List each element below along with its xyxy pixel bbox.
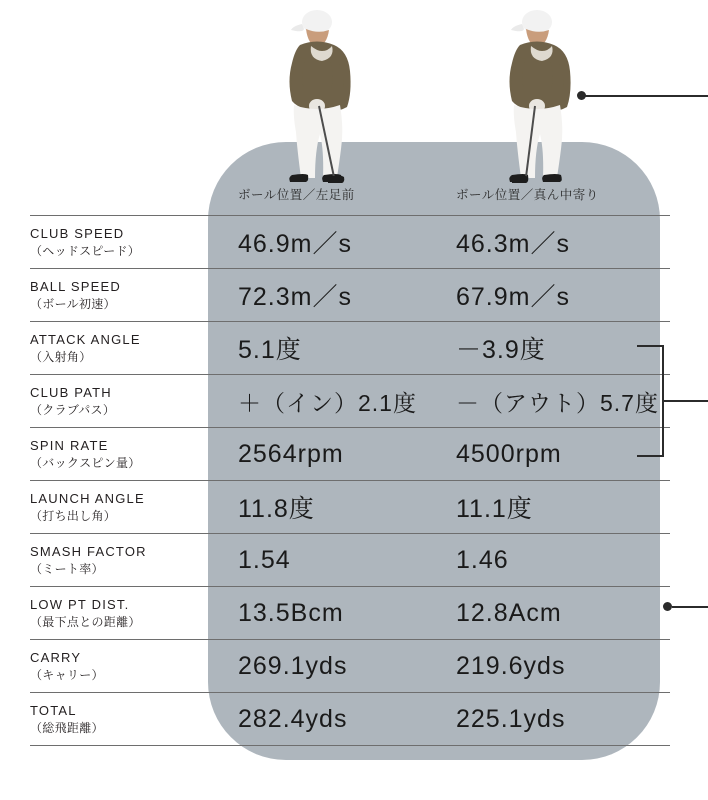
value-attack-angle-forward: 5.1度: [238, 336, 302, 364]
annotation-bracket-bottom-arm: [637, 455, 664, 457]
value-spin-rate-center: 4500rpm: [456, 439, 562, 468]
row-label-en: LOW PT DIST.: [30, 597, 130, 613]
row-label-en: CLUB PATH: [30, 385, 112, 401]
value-club-speed-forward: 46.9m／s: [238, 230, 352, 258]
table-row: [30, 268, 670, 321]
row-label-club-path: [30, 384, 230, 418]
row-label-spin-rate: [30, 437, 230, 471]
annotation-bracket-top-arm: [637, 345, 664, 347]
row-label-ja: （キャリー）: [30, 667, 104, 682]
row-label-en: SPIN RATE: [30, 438, 109, 454]
row-label-ball-speed: [30, 278, 230, 312]
row-label-ja: （バックスピン量）: [30, 455, 141, 470]
row-label-launch-angle: [30, 490, 230, 524]
value-club-path-center: －（アウト）5.7度: [456, 389, 659, 416]
value-smash-factor-forward: 1.54: [238, 545, 291, 574]
table-row: [30, 321, 670, 374]
value-low-point-center: 12.8Acm: [456, 598, 562, 627]
row-label-smash-factor: [30, 543, 230, 577]
row-label-ja: （総飛距離）: [30, 720, 104, 735]
row-label-attack-angle: [30, 331, 230, 365]
annotation-leader-low-point: [672, 606, 708, 608]
row-label-en: TOTAL: [30, 703, 77, 719]
row-label-en: CLUB SPEED: [30, 226, 125, 242]
value-smash-factor-center: 1.46: [456, 545, 509, 574]
table-header-row: [30, 185, 670, 215]
golfer-ball-center-figure: [482, 5, 592, 190]
row-label-ja: （ミート率）: [30, 561, 104, 576]
value-spin-rate-forward: 2564rpm: [238, 439, 344, 468]
annotation-leader-top: [585, 95, 708, 97]
table-row: [30, 480, 670, 533]
row-label-ja: （打ち出し角）: [30, 508, 117, 523]
row-label-en: SMASH FACTOR: [30, 544, 147, 560]
value-attack-angle-center: －3.9度: [456, 336, 546, 364]
table-row: [30, 215, 670, 268]
row-label-club-speed: [30, 225, 230, 259]
value-total-forward: 282.4yds: [238, 704, 348, 733]
annotation-dot-low-point: [663, 602, 672, 611]
annotation-dot-top: [577, 91, 586, 100]
row-label-en: CARRY: [30, 650, 82, 666]
table-row: [30, 533, 670, 586]
table-row: [30, 374, 670, 427]
table-row: [30, 692, 670, 746]
value-low-point-forward: 13.5Bcm: [238, 598, 344, 627]
value-club-speed-center: 46.3m／s: [456, 230, 570, 258]
row-label-low-point-distance: [30, 596, 230, 630]
launch-monitor-stats-table: [30, 185, 670, 746]
annotation-bracket-leader: [662, 400, 708, 402]
value-carry-forward: 269.1yds: [238, 651, 348, 680]
column-header-ball-forward: ボール位置／左足前: [238, 188, 355, 202]
row-label-en: LAUNCH ANGLE: [30, 491, 145, 507]
row-label-carry: [30, 649, 230, 683]
value-carry-center: 219.6yds: [456, 651, 566, 680]
row-label-ja: （最下点との距離）: [30, 614, 141, 629]
value-ball-speed-forward: 72.3m／s: [238, 283, 352, 311]
row-label-ja: （ヘッドスピード）: [30, 243, 141, 258]
row-label-total: [30, 702, 230, 736]
value-total-center: 225.1yds: [456, 704, 566, 733]
value-launch-angle-forward: 11.8度: [238, 495, 315, 523]
row-label-en: BALL SPEED: [30, 279, 122, 295]
row-label-ja: （入射角）: [30, 349, 92, 364]
row-label-ja: （クラブパス）: [30, 402, 116, 417]
column-header-ball-center: ボール位置／真ん中寄り: [456, 188, 599, 202]
row-label-en: ATTACK ANGLE: [30, 332, 141, 348]
table-row: [30, 586, 670, 639]
value-club-path-forward: ＋（イン）2.1度: [238, 389, 417, 416]
table-row: [30, 427, 670, 480]
value-ball-speed-center: 67.9m／s: [456, 283, 570, 311]
row-label-ja: （ボール初速）: [30, 296, 116, 311]
table-row: [30, 639, 670, 692]
value-launch-angle-center: 11.1度: [456, 495, 533, 523]
golfer-ball-forward-figure: [262, 5, 372, 190]
